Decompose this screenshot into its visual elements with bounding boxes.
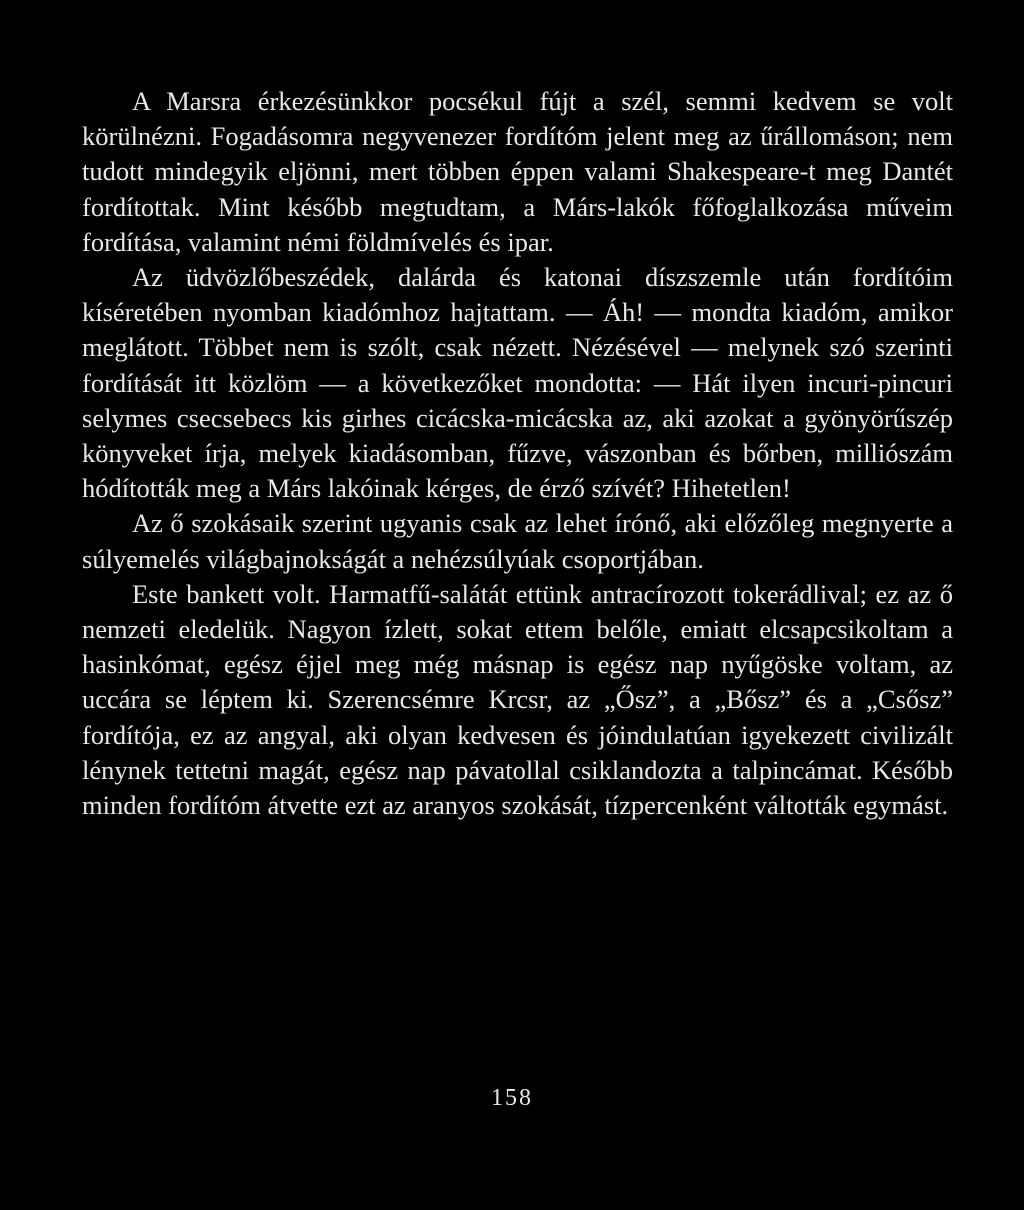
paragraph-arrival: A Marsra érkezésünkkor pocsékul fújt a szél, semmi kedvem se volt körülnézni. Fogadásomra negyvenezer fordítóm jelent meg az űrállomáson; nem tudott mindegyik eljönni, mert többen éppen valami Shakespeare-t meg Dantét fordítottak. Mint később megtudtam, a Márs-lakók főfoglalkozása műveim fordítása, valamint némi földmívelés és ipar. [82, 86, 953, 257]
paragraph-welcome: Az üdvözlőbeszédek, dalárda és katonai díszszemle után fordítóim kíséretében nyomban kiadómhoz hajtattam. — Áh! — mondta kiadóm, amikor meglátott. Többet nem is szólt, csak nézett. Nézésével — melynek szó szerinti fordítását itt közlöm — a következőket mondotta: — Hát ilyen incuri-pincuri selymes csecsebecs kis girhes cicácska-micácska az, aki azokat a gyönyörűszép könyveket írja, melyek kiadásomban, fűzve, vászonban és bőrben, milliószám hódították meg a Márs lakóinak kérges, de érző szívét? Hihetetlen! [82, 262, 953, 504]
page-number: 158 [491, 1085, 533, 1111]
paragraph-customs: Az ő szokásaik szerint ugyanis csak az lehet írónő, aki előzőleg megnyerte a súlyemelés világbajnokságát a nehézsúlyúak csoportjában. [82, 508, 953, 574]
book-page-text [82, 84, 953, 823]
paragraph-banquet: Este bankett volt. Harmatfű-salátát ettünk antracírozott tokerádlival; ez az ő nemzeti eledelük. Nagyon ízlett, sokat ettem belőle, emiatt elcsapcsikoltam a hasinkómat, egész éjjel meg még másnap is egész nap nyűgöske voltam, az uccára se léptem ki. Szerencsémre Krcsr, az „Ősz”, a „Bősz” és a „Csősz” fordítója, ez az angyal, aki olyan kedvesen és jóindulatúan igyekezett civilizált lénynek tettetni magát, egész nap pávatollal csiklandozta a talpincámat. Később minden fordítóm átvette ezt az aranyos szokását, tízpercenként váltották egymást. [82, 578, 953, 821]
